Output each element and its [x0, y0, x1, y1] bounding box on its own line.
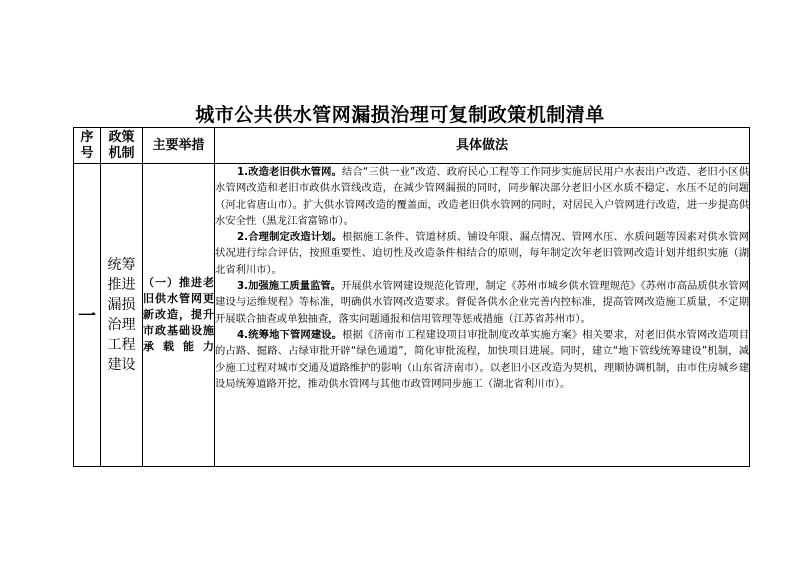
- row-practice: [215, 164, 750, 467]
- practice-item-text: 开展供水管网建设规范化管理，制定《苏州市城乡供水管理规范》《苏州市高品质供水管网建设与运维规程》等标准，明确供水管网改造要求。督促各供水企业完善内控标准，提高管网改造施工质量，不定期开展联合抽查或单独抽查，落实问题通报和信用管理等惩戒措施（江苏省苏州市）。: [215, 280, 749, 325]
- practice-item-lead: 2.合理制定改造计划。: [237, 231, 343, 244]
- row-seq: 一: [74, 164, 101, 467]
- practice-item: [215, 164, 749, 229]
- header-measure: 主要举措: [143, 128, 215, 164]
- practice-item-text: 根据施工条件、管道材质、铺设年限、漏点情况、管网水压、水质问题等因素对供水管网状况进行综合评估，按照重要性、迫切性及改造条件相结合的原则，每年制定次年老旧管网改造计划并组织实施（湖北省利川市）。: [215, 231, 749, 276]
- practice-item-text: 结合“三供一业”改造、政府民心工程等工作同步实施居民用户水表出户改造、老旧小区供水管网改造和老旧市政供水管线改造，在减少管网漏损的同时，同步解决部分老旧小区水质不稳定、水压不足的问题（河北省唐山市）。扩大供水管网改造的覆盖面，改造老旧供水管网的同时，对居民入户管网进行改造，进一步提高供水安全性（黑龙江省富锦市）。: [215, 166, 750, 227]
- practice-item-lead: 3.加强施工质量监管。: [237, 280, 342, 293]
- row-measure: （一）推进老旧供水管网更新改造，提升市政基础设施承载能力: [143, 164, 215, 467]
- practice-item-lead: 1.改造老旧供水管网。: [237, 166, 343, 178]
- table-row: [74, 164, 750, 467]
- practice-item-lead: 4.统筹地下管网建设。: [237, 328, 343, 341]
- header-mechanism: 政策机制: [101, 128, 143, 164]
- header-seq: 序号: [74, 128, 101, 164]
- document-title: 城市公共供水管网漏损治理可复制政策机制清单: [195, 104, 605, 126]
- practice-item: [215, 278, 749, 327]
- practice-item: [215, 229, 749, 278]
- row-mechanism: 统筹推进漏损治理工程建设: [101, 164, 143, 467]
- practice-item: [215, 327, 749, 392]
- table-header-row: [74, 128, 750, 164]
- practice-item-text: 根据《济南市工程建设项目审批制度改革实施方案》相关要求，对老旧供水管网改造项目的占路、掘路、占绿审批开辟“绿色通道”，简化审批流程，加快项目进展。同时，建立“地下管线统筹建设”机制，减少施工过程对城市交通及道路维护的影响（山东省济南市）。以老旧小区改造为契机，理顺协调机制，由市住房城乡建设局统筹道路开挖，推动供水管网与其他市政管网同步施工（湖北省利川市）。: [215, 328, 749, 390]
- policy-table: [73, 127, 750, 467]
- header-practice: 具体做法: [215, 128, 750, 164]
